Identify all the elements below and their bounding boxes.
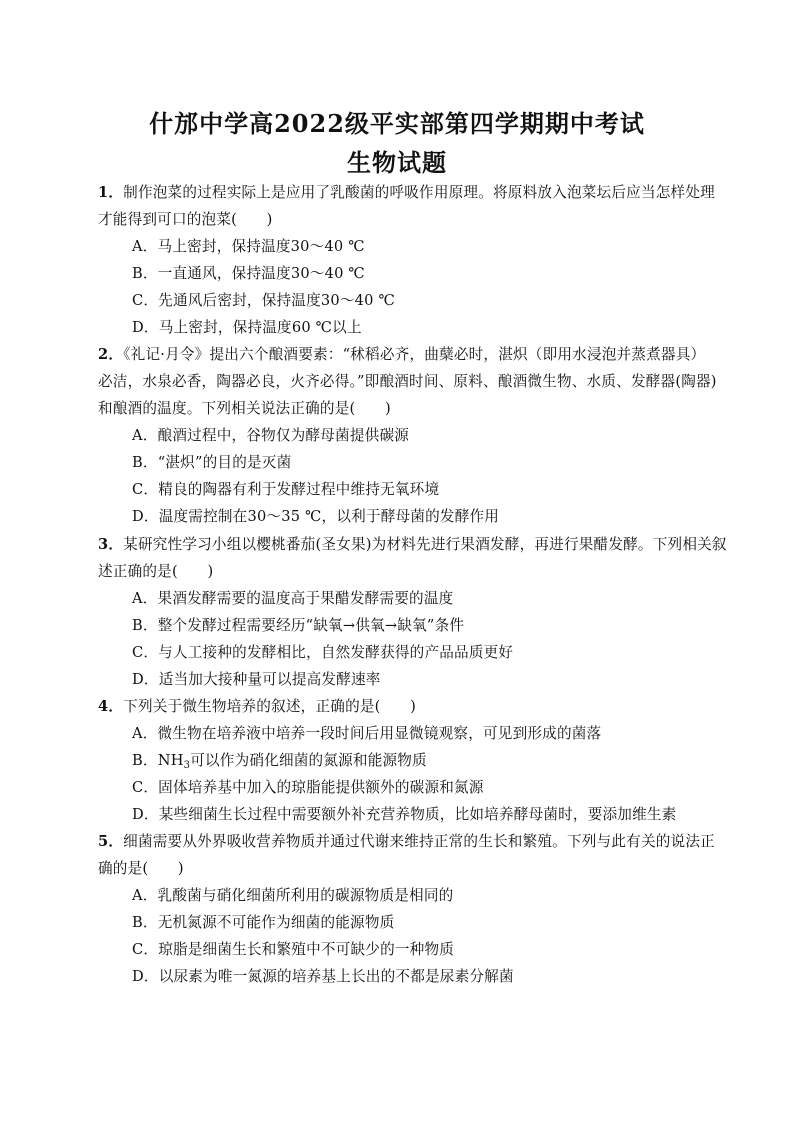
question-3-number: 3． — [98, 536, 124, 553]
question-3-option-d: D．适当加大接种量可以提高发酵速率 — [132, 671, 381, 688]
question-2-option-b: B．“湛炽”的目的是灭菌 — [132, 454, 292, 471]
question-4-option-d: D．某些细菌生长过程中需要额外补充营养物质，比如培养酵母菌时，要添加维生素 — [132, 806, 677, 823]
question-1-option-b: B．一直通风，保持温度30～40 ℃ — [132, 265, 365, 282]
question-2-stem-line-1: 2．《礼记·月令》提出六个酿酒要素：“秫稻必齐，曲蘖必时，湛炽（即用水浸泡并蒸煮器具） — [98, 346, 706, 363]
question-3-stem-line-2: 述正确的是( ) — [98, 563, 214, 580]
question-2-stem-line-3: 和酿酒的温度。下列相关说法正确的是( ) — [98, 400, 391, 417]
question-5-option-b: B．无机氮源不可能作为细菌的能源物质 — [132, 914, 395, 931]
question-1-number: 1． — [98, 184, 124, 201]
exam-subtitle: 生物试题 — [347, 148, 447, 177]
question-5-option-a: A．乳酸菌与硝化细菌所利用的碳源物质是相同的 — [132, 887, 454, 904]
question-4-option-a: A．微生物在培养液中培养一段时间后用显微镜观察，可见到形成的菌落 — [132, 725, 602, 742]
question-2-number: 2． — [98, 346, 124, 363]
question-1-stem-line-1: 1．制作泡菜的过程实际上是应用了乳酸菌的呼吸作用原理。将原料放入泡菜坛后应当怎样处理 — [98, 184, 715, 201]
exam-title: 什邡中学高2022级平实部第四学期期中考试 — [149, 109, 645, 138]
question-4-stem-line-1: 4．下列关于微生物培养的叙述，正确的是( ) — [98, 698, 417, 715]
question-5-option-c: C．琼脂是细菌生长和繁殖中不可缺少的一种物质 — [132, 941, 455, 958]
question-2-option-d: D．温度需控制在30～35 ℃，以利于酵母菌的发酵作用 — [132, 508, 500, 525]
question-5-option-d: D．以尿素为唯一氮源的培养基上长出的不都是尿素分解菌 — [132, 968, 514, 985]
question-3-stem-line-1: 3．某研究性学习小组以樱桃番茄(圣女果)为材料先进行果酒发酵，再进行果醋发酵。下列相关叙 — [98, 536, 727, 553]
question-3-option-b: B．整个发酵过程需要经历“缺氧→供氧→缺氧”条件 — [132, 617, 465, 634]
question-5-stem-line-1: 5．细菌需要从外界吸收营养物质并通过代谢来维持正常的生长和繁殖。下列与此有关的说法正 — [98, 833, 715, 850]
question-4-option-b: B．$NH_3$可以作为硝化细菌的氮源和能源物质 — [132, 752, 427, 771]
question-1-option-d: D．马上密封，保持温度60 ℃以上 — [132, 319, 362, 336]
question-2-option-c: C．精良的陶器有利于发酵过程中维持无氧环境 — [132, 481, 440, 498]
question-2-stem-line-2: 必洁，水泉必香，陶器必良，火齐必得。”即酿酒时间、原料、酿酒微生物、水质、发酵器(陶器) — [98, 373, 717, 390]
question-3-option-a: A．果酒发酵需要的温度高于果醋发酵需要的温度 — [132, 590, 454, 607]
question-1-stem-line-2: 才能得到可口的泡菜( ) — [98, 211, 273, 228]
question-2-option-a: A．酿酒过程中，谷物仅为酵母菌提供碳源 — [132, 427, 410, 444]
question-3-option-c: C．与人工接种的发酵相比，自然发酵获得的产品品质更好 — [132, 644, 514, 661]
question-4-option-c: C．固体培养基中加入的琼脂能提供额外的碳源和氮源 — [132, 779, 484, 796]
question-1-option-c: C．先通风后密封，保持温度30～40 ℃ — [132, 292, 395, 309]
question-1-option-a: A．马上密封，保持温度30～40 ℃ — [132, 238, 365, 255]
question-5-stem-line-2: 确的是( ) — [98, 860, 184, 877]
question-5-number: 5． — [98, 833, 124, 850]
question-4-number: 4． — [98, 698, 124, 715]
